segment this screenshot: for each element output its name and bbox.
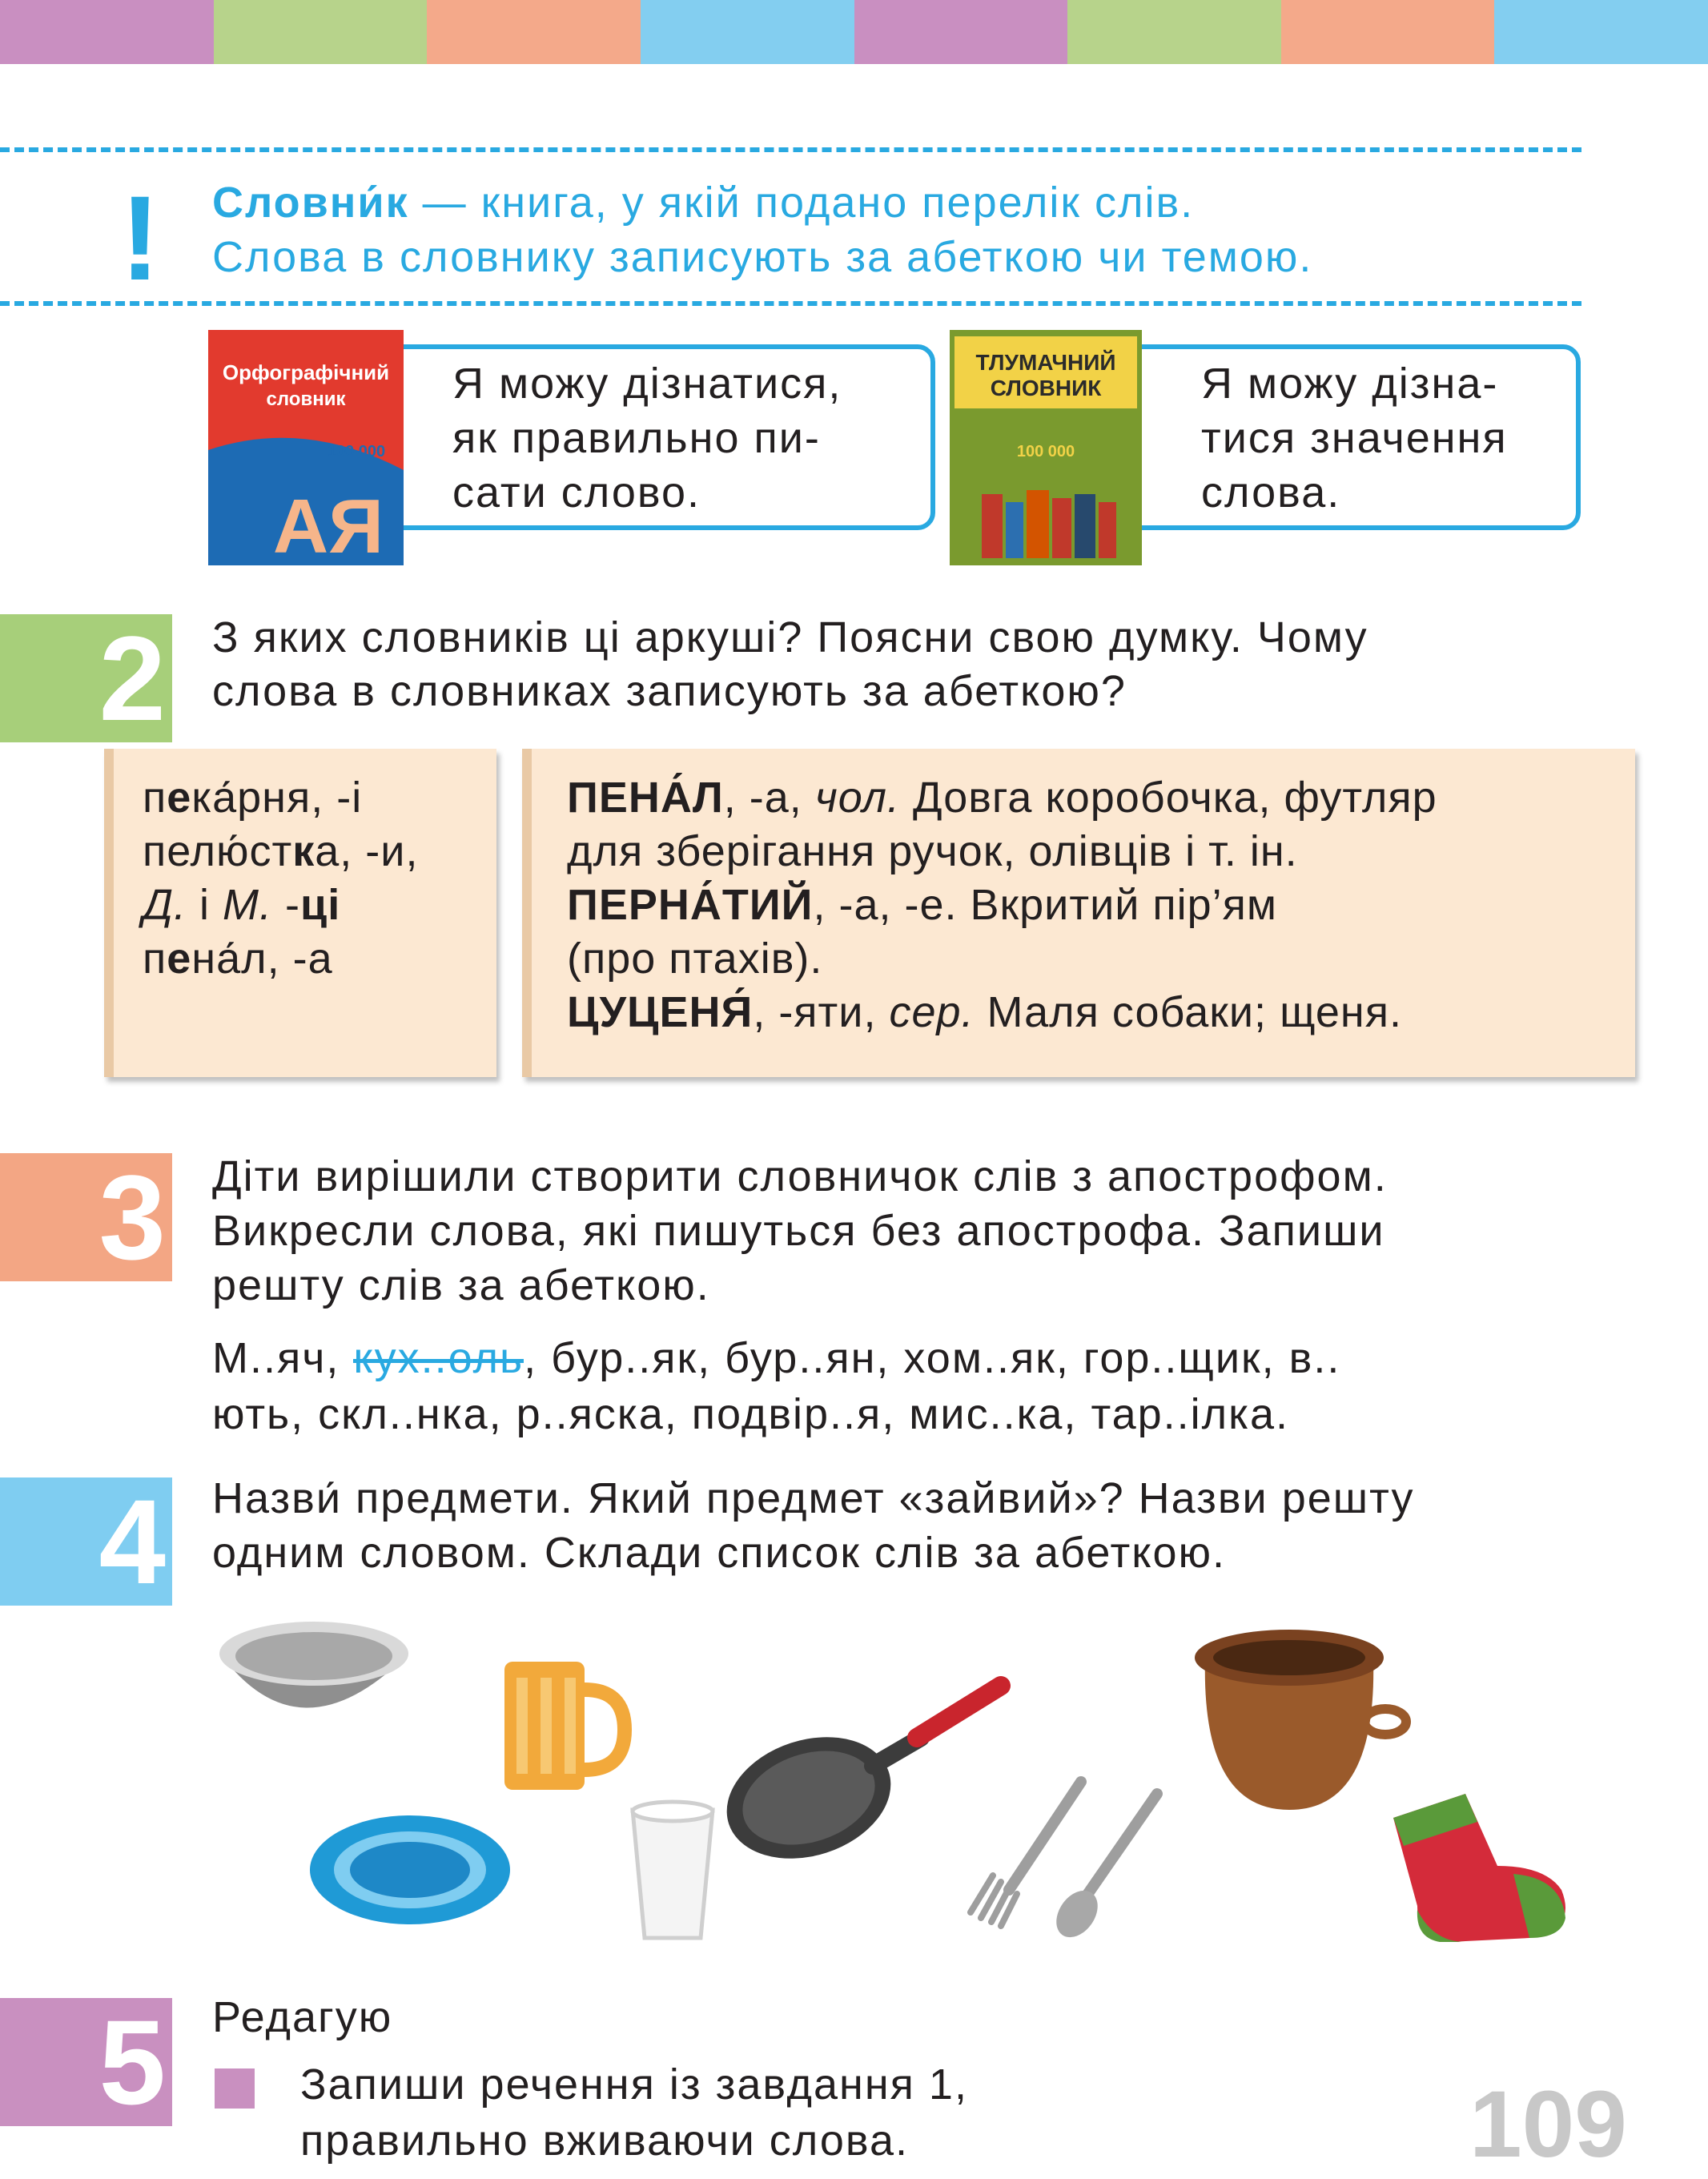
card1-line: як правильно пи- [452,414,821,462]
band-segment [854,0,1068,64]
rule-definition: — книга, у якій подано перелік слів. [408,179,1195,227]
glass-icon [633,1802,713,1938]
task5-heading: Редагую [212,1993,393,2041]
task4-line: одним словом. Склади список слів за абеткою. [212,1529,1227,1577]
entry-pernatyi-definition-cont: (про птахів). [567,935,823,983]
book-title-line2: СЛОВНИК [990,376,1102,400]
task5-line: Запиши речення із завдання 1, [300,2060,968,2109]
book-count: 100 000 [1016,443,1075,460]
crossed-out-word: кух..оль [353,1334,524,1382]
entry-penal: пена́л, -а [143,935,333,983]
card2-line: тися значення [1201,414,1508,462]
task-number-2 [0,611,172,746]
kitchen-objects-illustration [200,1602,1602,1954]
band-segment [214,0,428,64]
rule-line-2: Слова в словнику записують за абеткою чи темою. [212,233,1313,281]
square-bullet-icon [215,2068,255,2109]
explanatory-dictionary-book-icon [950,330,1142,565]
plate-icon [310,1815,510,1924]
task4-line: Назви́ предмети. Який предмет «зайвий»? Назви решту [212,1474,1415,1522]
band-segment [427,0,641,64]
task-number-text: 2 [98,611,166,746]
sheet-edge [104,749,114,1077]
frying-pan-icon [711,1686,1001,1879]
card2-line: слова. [1201,468,1341,517]
task-number-text: 4 [98,1474,166,1609]
page-number: 109 [1469,2072,1627,2177]
book-count: 100 000 [327,443,386,460]
band-segment [1494,0,1708,64]
dictionary-sheet-spelling [104,749,496,1077]
top-color-band [0,0,1708,64]
entry-pekarnia: пека́рня, -і [143,774,363,822]
band-segment [641,0,854,64]
task3-line: решту слів за абеткою. [212,1261,710,1309]
card2-line: Я можу дізна- [1201,360,1499,408]
band-segment [1067,0,1281,64]
band-segment [1281,0,1495,64]
entry-penal-definition: ПЕНА́Л, -а, чол. Довга коробочка, футляр [567,774,1437,822]
card1-line: Я можу дізнатися, [452,360,842,408]
rule-top-border [0,147,1581,152]
entry-pelustka-cases: Д. і М. -ці [143,881,341,929]
sheet-edge [522,749,532,1077]
task-number-4 [0,1474,172,1609]
book-title-line1: ТЛУМАЧНИЙ [975,350,1116,375]
task-number-5 [0,1995,172,2129]
task3-words-line: ють, скл..нка, р..яска, подвір..я, мис..ка, тар..ілка. [212,1390,1289,1438]
spelling-dictionary-book-icon [208,330,404,565]
task5-line: правильно вживаючи слова. [300,2117,910,2165]
book-letters: АЯ [272,484,384,565]
book-title-line2: словник [266,388,346,410]
task-number-3 [0,1150,172,1284]
exclamation-icon: ! [120,171,160,305]
task-number-text: 5 [98,1995,166,2129]
bowl-icon [219,1622,408,1708]
task3-words-line: М..яч, кух..оль, бур..як, бур..ян, хом..як, гор..щик, в.. [212,1334,1341,1382]
sock-icon [1393,1794,1565,1942]
task3-line: Викресли слова, які пишуться без апострофа. Запиши [212,1207,1385,1255]
entry-penal-definition-cont: для зберігання ручок, олівців і т. ін. [567,827,1298,875]
rule-line-1 [212,178,1194,227]
rule-term: Словни́к [212,179,409,227]
task3-line: Діти вирішили створити словничок слів з апострофом. [212,1152,1388,1200]
entry-pernatyi-definition: ПЕРНА́ТИЙ, -а, -е. Вкритий пір’ям [567,881,1278,929]
book-title-line1: Орфографічний [222,360,390,384]
pot-icon [1195,1630,1406,1810]
entry-tsutsenia-definition: ЦУЦЕНЯ́, -яти, сер. Маля собаки; щеня. [567,988,1402,1036]
band-segment [0,0,214,64]
rule-bottom-border [0,301,1581,306]
card1-line: сати слово. [452,468,701,517]
task-number-text: 3 [98,1150,166,1284]
mug-icon [504,1662,625,1790]
task2-line: З яких словників ці аркуші? Поясни свою думку. Чому [212,613,1368,661]
entry-pelustka: пелю́стка, -и, [143,827,419,875]
task2-line: слова в словниках записують за абеткою? [212,667,1127,715]
dictionary-sheet-explanatory [522,749,1635,1077]
